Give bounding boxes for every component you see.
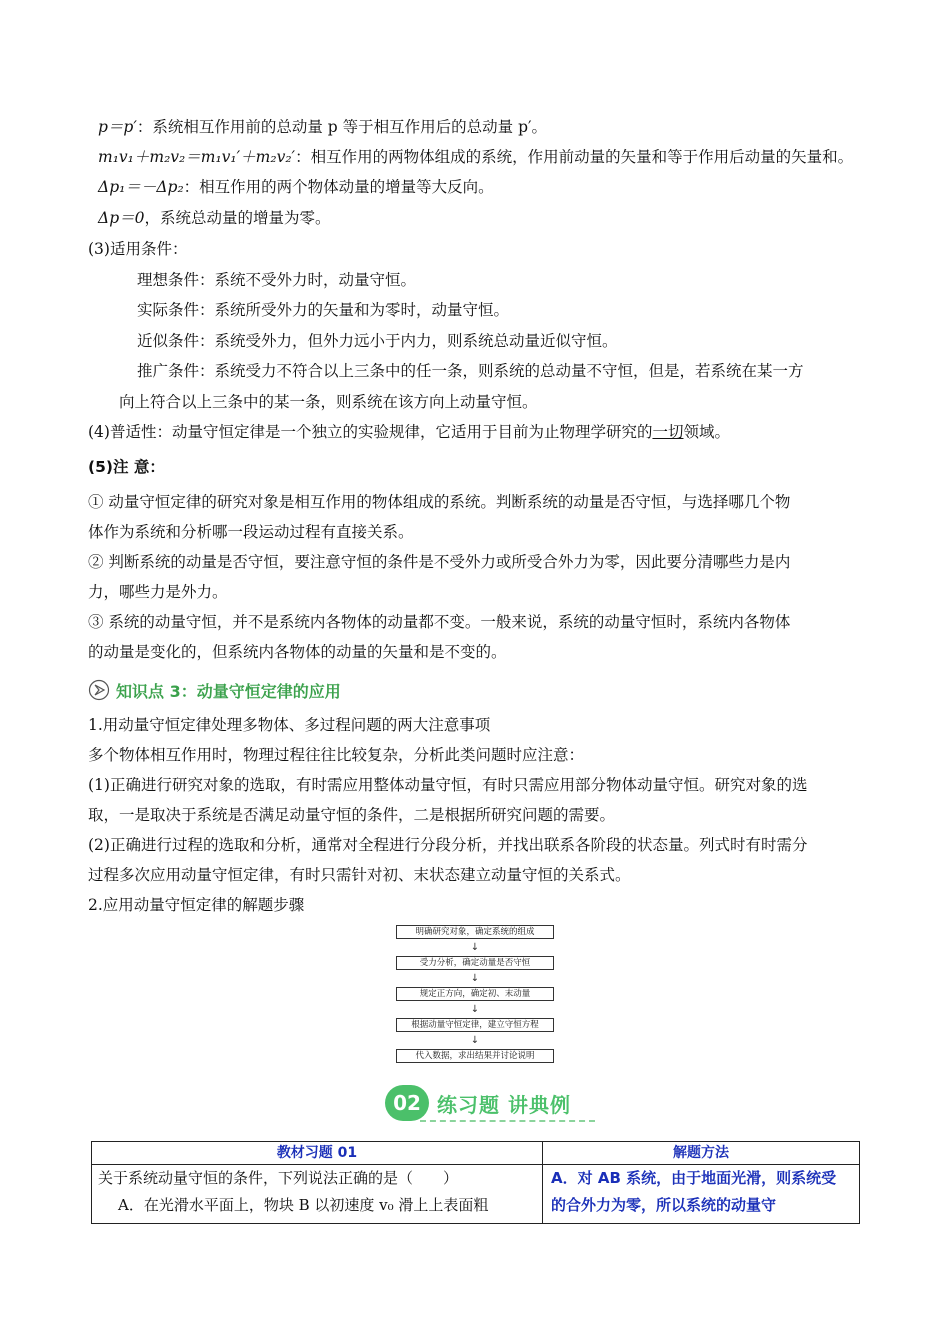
left-header-cell — [92, 1142, 543, 1165]
universality-underlined: 一切 — [652, 423, 684, 441]
application-line-5: (2)正确进行过程的选取和分析，通常对全程进行分段分析，并找出联系各阶段的状态量。列式时有时需分 — [88, 836, 808, 854]
down-arrow-icon: ↓ — [470, 973, 480, 984]
note-2-line-1: ② 判断系统的动量是否守恒，要注意守恒的条件是不受外力或所受合外力为零，因此要分清哪些力是内 — [88, 553, 791, 571]
condition-actual: 实际条件：系统所受外力的矢量和为零时，动量守恒。 — [137, 301, 510, 319]
arrow-circle-icon — [88, 679, 110, 701]
knowledge-point-title: 知识点 3：动量守恒定律的应用 — [116, 681, 341, 701]
application-line-3: (1)正确进行研究对象的选取，有时需应用整体动量守恒，有时只需应用部分物体动量守恒。研究对象的选 — [88, 776, 808, 794]
flow-step-5: 代入数据，求出结果并讨论说明 — [396, 1049, 554, 1063]
formula-line-4 — [98, 207, 331, 229]
formula-line-2 — [98, 146, 853, 168]
formula-line-3 — [98, 176, 494, 198]
conditions-heading: (3)适用条件： — [88, 240, 188, 258]
flow-step-1: 明确研究对象，确定系统的组成 — [396, 925, 554, 939]
formula-text: ：系统相互作用前的总动量 p 等于相互作用后的总动量 p′。 — [136, 118, 548, 136]
condition-ideal: 理想条件：系统不受外力时，动量守恒。 — [137, 271, 417, 289]
method-header: 解题方法 — [673, 1145, 729, 1161]
section-banner — [385, 1083, 571, 1123]
universality-prefix: (4)普适性：动量守恒定律是一个独立的实验规律，它适用于目前为止物理学研究的 — [88, 423, 653, 441]
formula-text: ：相互作用的两个物体动量的增量等大反向。 — [183, 178, 494, 196]
knowledge-point-heading — [88, 677, 341, 703]
application-line-6: 过程多次应用动量守恒定律，有时只需针对初、末状态建立动量守恒的关系式。 — [88, 866, 631, 884]
down-arrow-icon: ↓ — [470, 1004, 480, 1015]
down-arrow-icon: ↓ — [470, 1035, 480, 1046]
section-title: 练习题 讲典例 — [437, 1092, 571, 1117]
formula-expr: Δp₁＝－Δp₂ — [98, 178, 184, 196]
question-cell — [92, 1165, 543, 1224]
note-2-line-2: 力，哪些力是外力。 — [88, 583, 228, 601]
condition-extended-cont: 向上符合以上三条中的某一条，则系统在该方向上动量守恒。 — [119, 393, 538, 411]
application-line-2: 多个物体相互作用时，物理过程往往比较复杂，分析此类问题时应注意： — [88, 746, 585, 764]
formula-expr: p＝p′ — [98, 118, 137, 136]
note-1-line-1: ① 动量守恒定律的研究对象是相互作用的物体组成的系统。判断系统的动量是否守恒，与选择哪几个物 — [88, 493, 791, 511]
note-3-line-1: ③ 系统的动量守恒，并不是系统内各物体的动量都不变。一般来说，系统的动量守恒时，系统内各物体 — [88, 613, 791, 631]
question-text: 关于系统动量守恒的条件，下列说法正确的是（ ） — [98, 1169, 459, 1187]
note-1-line-2: 体作为系统和分析哪一段运动过程有直接关系。 — [88, 523, 414, 541]
solution-steps-flowchart — [396, 925, 554, 1063]
flow-step-4: 根据动量守恒定律，建立守恒方程 — [396, 1018, 554, 1032]
formula-text: ，系统总动量的增量为零。 — [144, 209, 331, 227]
exercise-header: 教材习题 01 — [276, 1145, 358, 1161]
down-arrow-icon: ↓ — [470, 942, 480, 953]
flow-step-2: 受力分析，确定动量是否守恒 — [396, 956, 554, 970]
banner-dashed-divider — [420, 1120, 595, 1122]
exercise-table — [91, 1141, 860, 1224]
application-line-4: 取，一是取决于系统是否满足动量守恒的条件，二是根据所研究问题的需要。 — [88, 806, 616, 824]
universality-suffix: 领域。 — [683, 423, 730, 441]
option-a-text: A．在光滑水平面上，物块 B 以初速度 v₀ 滑上上表面粗 — [118, 1196, 489, 1214]
universality-line — [88, 421, 730, 443]
formula-line-1 — [98, 116, 547, 138]
flow-step-3: 规定正方向，确定初、末动量 — [396, 987, 554, 1001]
notes-heading: (5)注 意： — [88, 458, 165, 476]
formula-expr: m₁v₁＋m₂v₂＝m₁v₁′＋m₂v₂′ — [98, 148, 296, 166]
note-3-line-2: 的动量是变化的，但系统内各物体的动量的矢量和是不变的。 — [88, 643, 507, 661]
application-line-7: 2.应用动量守恒定律的解题步骤 — [88, 896, 305, 914]
right-header-cell — [543, 1142, 860, 1165]
condition-approx: 近似条件：系统受外力，但外力远小于内力，则系统总动量近似守恒。 — [137, 332, 618, 350]
answer-text: A．对 AB 系统，由于地面光滑，则系统受的合外力为零，所以系统的动量守 — [551, 1169, 837, 1214]
answer-cell — [543, 1165, 860, 1224]
application-line-1: 1.用动量守恒定律处理多物体、多过程问题的两大注意事项 — [88, 716, 491, 734]
formula-text: ：相互作用的两物体组成的系统，作用前动量的矢量和等于作用后动量的矢量和。 — [295, 148, 854, 166]
section-number-badge: 02 — [385, 1085, 429, 1121]
formula-expr: Δp＝0 — [98, 209, 145, 227]
condition-extended: 推广条件：系统受力不符合以上三条中的任一条，则系统的总动量不守恒，但是，若系统在某一方 — [137, 362, 804, 380]
